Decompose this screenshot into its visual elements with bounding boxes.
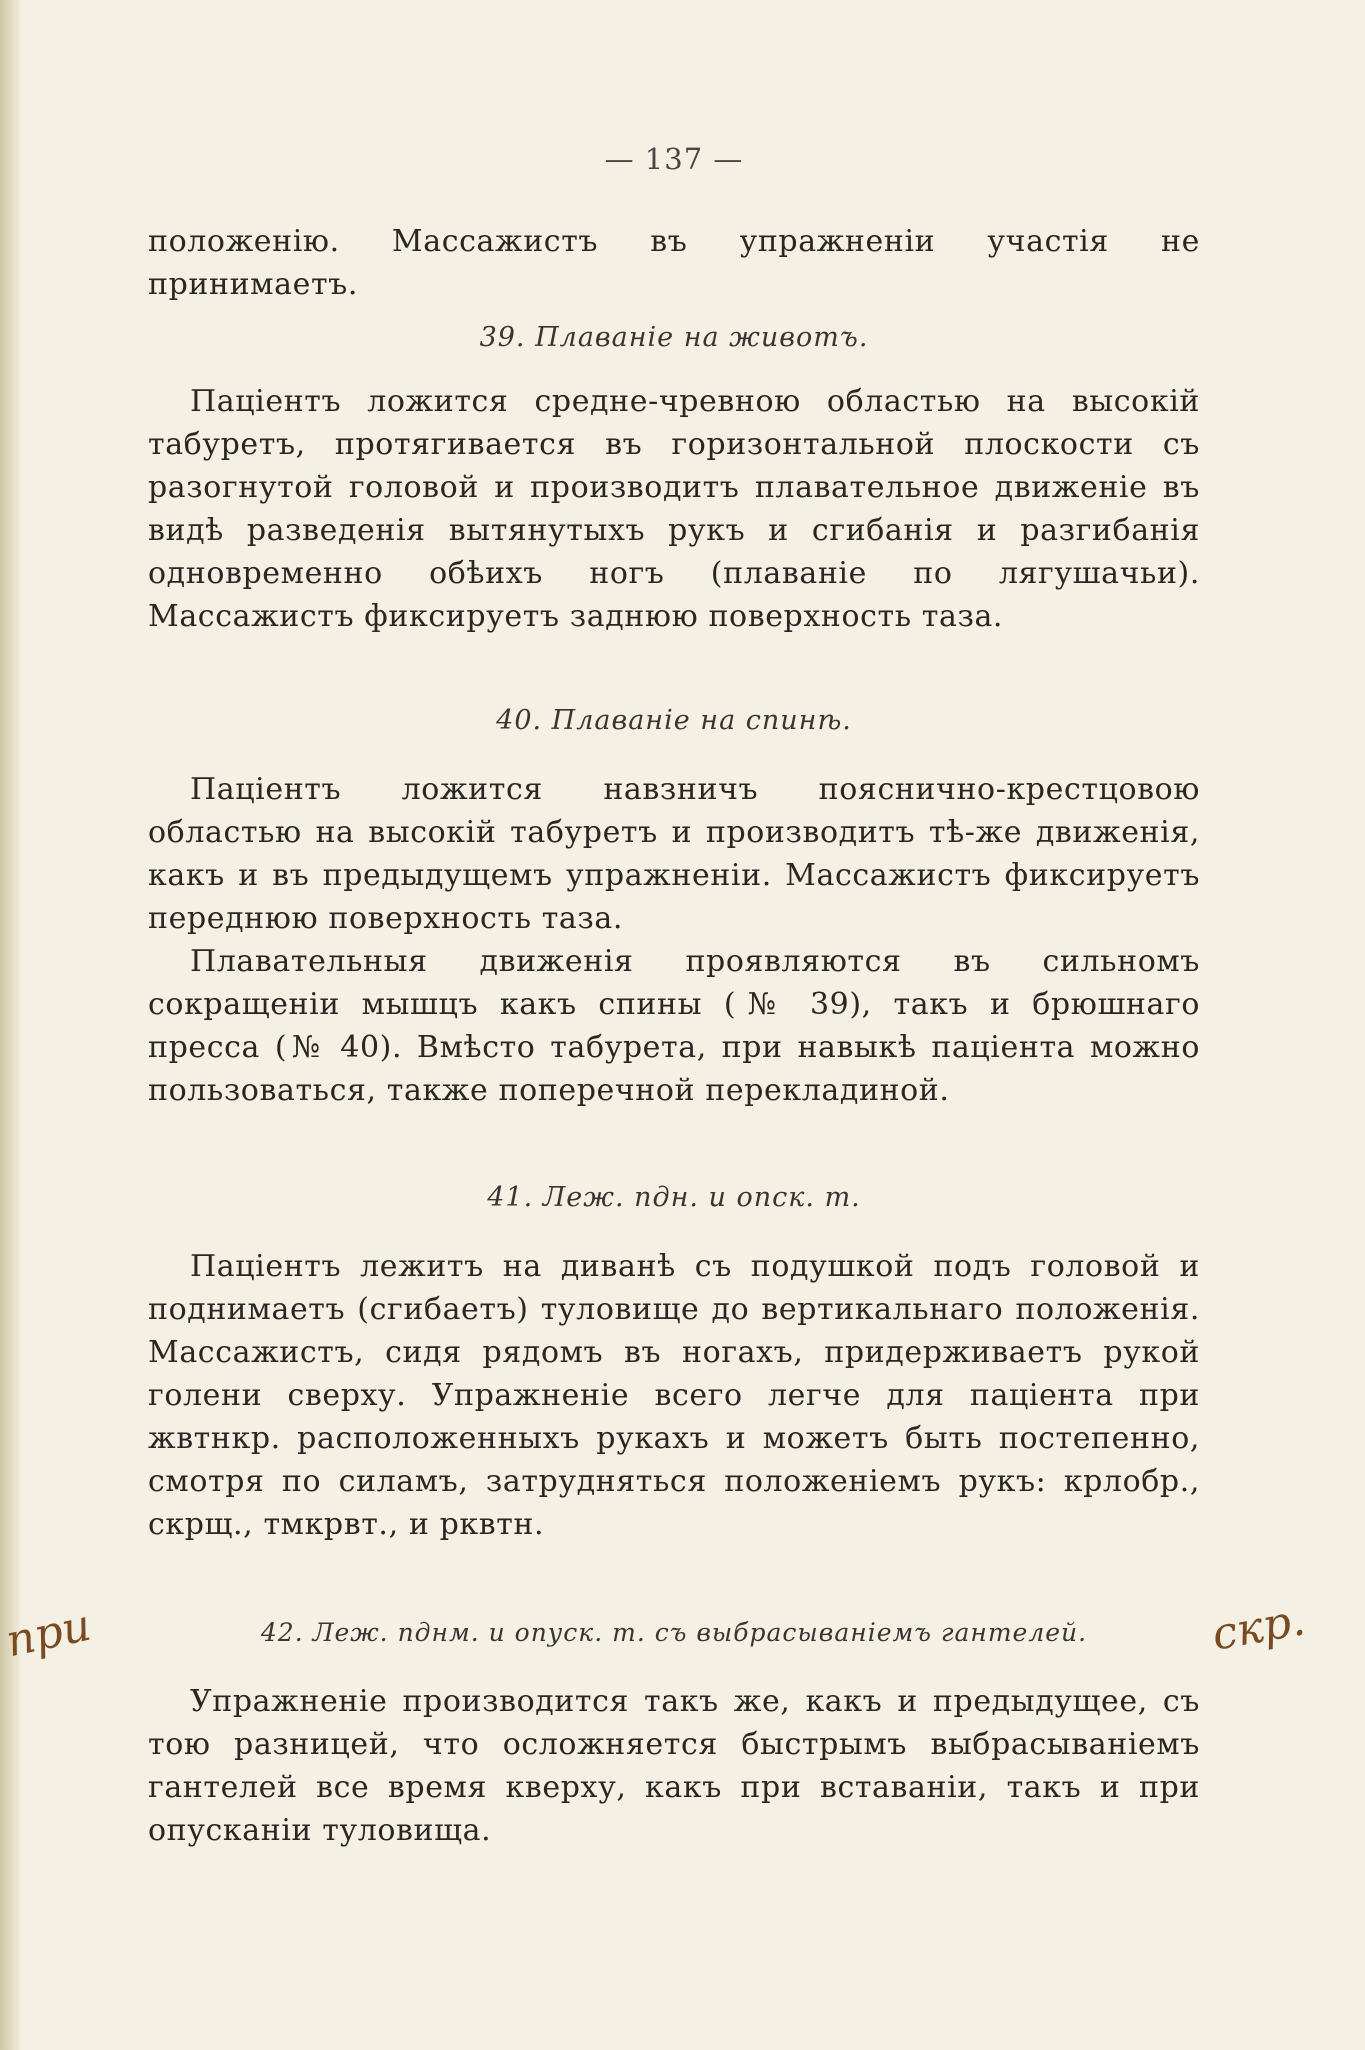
intro-block [148,220,1200,306]
section-40-paragraph-1: Паціентъ ложится навзничъ пояснично-крестцовою областью на высокій табуретъ и производитъ тѣ-же движенія, какъ и въ предыдущемъ упражненіи. Массажистъ фиксируетъ переднюю поверхность таза. [148,772,1200,936]
section-40-body [148,768,1200,1112]
section-heading-40: 40. Плаваніе на спинѣ. [496,705,852,736]
section-heading-39: 39. Плаваніе на животъ. [479,322,869,353]
page-number: — 137 — [604,142,744,176]
scan-page-edge [0,0,22,2050]
handwritten-note-left-text: при [1,1599,96,1668]
section-41-paragraph: Паціентъ лежитъ на диванѣ съ подушкой подъ головой и поднимаетъ (сгибаетъ) туловище до вертикальнаго положенія. Массажистъ, сидя рядомъ въ ногахъ, придерживаетъ рукой голени сверху. Упражненіе всего легче для паціента при жвтнкр. расположенныхъ рукахъ и можетъ быть постепенно, смотря по силамъ, затрудняться положеніемъ рукъ: крлобр., скрщ., тмкрвт., и рквтн. [148,1249,1200,1542]
handwritten-note-right [1208,1594,1309,1660]
section-39-body [148,380,1200,638]
section-42-paragraph: Упражненіе производится такъ же, какъ и предыдущее, съ тою разницей, что осложняется быстрымъ выбрасываніемъ гантелей все время кверху, какъ при вставаніи, такъ и при опусканіи туловища. [148,1684,1200,1848]
section-41-body [148,1245,1200,1546]
section-40-paragraph-2: Плавательныя движенія проявляются въ сильномъ сокращеніи мышцъ какъ спины (№ 39), такъ и брюшнаго пресса (№ 40). Вмѣсто табурета, при навыкѣ паціента можно пользоваться, также поперечной перекладиной. [148,944,1200,1108]
section-39-paragraph: Паціентъ ложится средне-чревною областью на высокій табуретъ, протягивается въ горизонтальной плоскости съ разогнутой головой и производитъ плавательное движеніе въ видѣ разведенія вытянутыхъ рукъ и сгибанія и разгибанія одновременно обѣихъ ногъ (плаваніе по лягушачьи). Массажистъ фиксируетъ заднюю поверхность таза. [148,384,1200,634]
intro-paragraph: положенію. Массажистъ въ упражненіи участія не принимаетъ. [148,224,1200,302]
handwritten-note-right-text: скр. [1208,1594,1309,1661]
section-42-body [148,1680,1200,1852]
section-heading-41: 41. Леж. пдн. и опск. т. [487,1182,861,1213]
section-heading-42: 42. Леж. пднм. и опуск. т. съ выбрасываніемъ гантелей. [260,1618,1088,1647]
